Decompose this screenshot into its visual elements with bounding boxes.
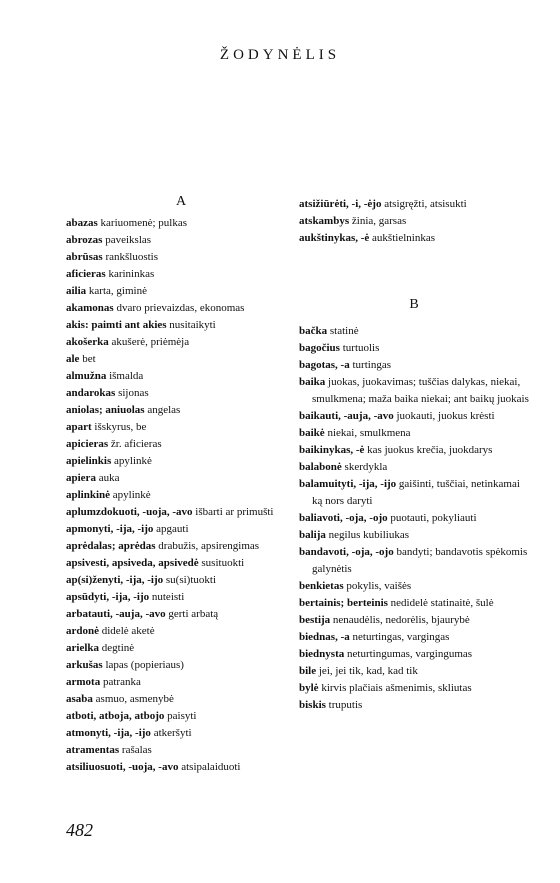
dictionary-entry xyxy=(66,249,296,266)
entry-headword: atsižiūrėti, -i, -ėjo xyxy=(299,198,382,210)
entry-headword: bestija xyxy=(299,614,331,626)
entry-headword: apicieras xyxy=(66,438,109,450)
entry-definition: nusitaikyti xyxy=(166,319,216,331)
entry-definition: juokauti, juokus krėsti xyxy=(393,410,495,422)
entry-definition: neturtingumas, vargingumas xyxy=(344,648,473,660)
entry-definition: išskyrus, be xyxy=(91,421,147,433)
entry-definition: gaišinti, tuščiai, netinkamai ką nors daryti xyxy=(312,478,520,507)
dictionary-entry xyxy=(299,459,529,476)
entry-definition: statinė xyxy=(327,325,359,337)
left-entry-list xyxy=(66,215,296,776)
entry-definition: su(si)tuokti xyxy=(163,574,217,586)
entry-definition: puotauti, pokyliauti xyxy=(387,512,477,524)
entry-definition: atsigręžti, atsisukti xyxy=(381,198,467,210)
entry-definition: apgauti xyxy=(153,523,189,535)
entry-headword: arielka xyxy=(66,642,99,654)
entry-headword: apielinkis xyxy=(66,455,112,467)
entry-headword: balabonė xyxy=(299,461,342,473)
dictionary-entry xyxy=(66,283,296,300)
dictionary-entry xyxy=(66,708,296,725)
dictionary-entry xyxy=(66,572,296,589)
dictionary-entry xyxy=(299,578,529,595)
entry-headword: akis: paimti ant akies xyxy=(66,319,167,331)
entry-definition: bandyti; bandavotis spėkomis galynėtis xyxy=(312,546,528,575)
entry-headword: bile xyxy=(299,665,317,677)
entry-definition: patranka xyxy=(100,676,141,688)
entry-definition: išmalda xyxy=(106,370,144,382)
entry-headword: biskis xyxy=(299,699,326,711)
entry-definition: žinia, garsas xyxy=(349,215,407,227)
entry-headword: bačka xyxy=(299,325,328,337)
entry-headword: atramentas xyxy=(66,744,120,756)
entry-headword: ap(si)ženyti, -ija, -ijo xyxy=(66,574,164,586)
entry-definition: skerdykla xyxy=(341,461,388,473)
entry-definition: paveikslas xyxy=(102,234,152,246)
entry-headword: balamuityti, -ija, -ijo xyxy=(299,478,397,490)
section-letter-b: B xyxy=(409,297,419,312)
dictionary-entry xyxy=(66,504,296,521)
page-title: ŽODYNĖLIS xyxy=(219,47,341,63)
entry-definition: karininkas xyxy=(105,268,155,280)
entry-definition: aukštielninkas xyxy=(369,232,435,244)
entry-headword: atmonyti, -ija, -ijo xyxy=(66,727,151,739)
left-column xyxy=(66,188,296,776)
entry-definition: asmuo, asmenybė xyxy=(92,693,174,705)
right-entry-list xyxy=(299,323,529,714)
dictionary-entry xyxy=(299,442,529,459)
dictionary-entry xyxy=(299,196,529,213)
entry-headword: aukštinykas, -ė xyxy=(299,232,370,244)
dictionary-entry xyxy=(66,266,296,283)
dictionary-entry xyxy=(66,300,296,317)
entry-definition: pokylis, vaišės xyxy=(343,580,412,592)
dictionary-entry xyxy=(299,697,529,714)
entry-headword: atskambys xyxy=(299,215,350,227)
entry-definition: paisyti xyxy=(164,710,197,722)
entry-definition: gerti arbatą xyxy=(165,608,219,620)
entry-definition: negilus kubiliukas xyxy=(325,529,410,541)
dictionary-entry xyxy=(66,232,296,249)
dictionary-entry xyxy=(299,612,529,629)
entry-headword: biednysta xyxy=(299,648,345,660)
entry-headword: akošerka xyxy=(66,336,109,348)
dictionary-entry xyxy=(66,317,296,334)
dictionary-entry xyxy=(299,357,529,374)
section-letter-a: A xyxy=(175,194,187,209)
dictionary-entry xyxy=(299,408,529,425)
dictionary-entry xyxy=(66,606,296,623)
entry-headword: balija xyxy=(299,529,326,541)
entry-definition: turtuolis xyxy=(339,342,380,354)
entry-definition: didelė aketė xyxy=(99,625,155,637)
entry-definition: rašalas xyxy=(119,744,152,756)
entry-headword: bagotas, -a xyxy=(299,359,350,371)
entry-definition: atsipalaiduoti xyxy=(178,761,241,773)
entry-headword: ale xyxy=(66,353,80,365)
entry-definition: nedidelė statinaitė, šulė xyxy=(387,597,494,609)
dictionary-entry xyxy=(299,323,529,340)
dictionary-entry xyxy=(66,351,296,368)
entry-headword: arkušas xyxy=(66,659,103,671)
dictionary-entry xyxy=(66,742,296,759)
dictionary-entry xyxy=(299,680,529,697)
entry-headword: almužna xyxy=(66,370,107,382)
dictionary-entry xyxy=(299,595,529,612)
entry-definition: drabužis, apsirengimas xyxy=(155,540,260,552)
dictionary-entry xyxy=(299,646,529,663)
entry-headword: benkietas xyxy=(299,580,344,592)
entry-headword: aficieras xyxy=(66,268,106,280)
dictionary-entry xyxy=(66,555,296,572)
dictionary-entry xyxy=(299,527,529,544)
dictionary-entry xyxy=(299,544,529,578)
dictionary-entry xyxy=(66,623,296,640)
dictionary-entry xyxy=(66,385,296,402)
dictionary-entry xyxy=(66,487,296,504)
dictionary-entry xyxy=(66,215,296,232)
entry-definition: turtingas xyxy=(349,359,391,371)
entry-definition: susituokti xyxy=(198,557,245,569)
page-number: 482 xyxy=(66,820,93,840)
entry-definition: apylinkė xyxy=(110,489,151,501)
entry-definition: angelas xyxy=(144,404,181,416)
entry-headword: akamonas xyxy=(66,302,114,314)
dictionary-entry xyxy=(66,368,296,385)
entry-headword: abazas xyxy=(66,217,98,229)
dictionary-entry xyxy=(66,759,296,776)
entry-definition: apylinkė xyxy=(111,455,152,467)
dictionary-entry xyxy=(299,340,529,357)
entry-headword: aplinkinė xyxy=(66,489,111,501)
entry-definition: nenaudėlis, nedorėlis, bjaurybė xyxy=(330,614,470,626)
dictionary-entry xyxy=(299,476,529,510)
entry-definition: lapas (popieriaus) xyxy=(102,659,184,671)
entry-headword: baikė xyxy=(299,427,325,439)
entry-headword: abrozas xyxy=(66,234,103,246)
entry-headword: bandavoti, -oja, -ojo xyxy=(299,546,394,558)
entry-definition: kariuomenė; pulkas xyxy=(97,217,187,229)
entry-headword: asaba xyxy=(66,693,93,705)
dictionary-entry xyxy=(66,436,296,453)
dictionary-entry xyxy=(299,213,529,230)
entry-definition: bet xyxy=(79,353,96,365)
entry-definition: nuteisti xyxy=(149,591,185,603)
entry-definition: degtinė xyxy=(99,642,135,654)
entry-headword: abrūsas xyxy=(66,251,103,263)
entry-definition: rankšluostis xyxy=(102,251,158,263)
dictionary-entry xyxy=(66,521,296,538)
entry-definition: niekai, smulkmena xyxy=(324,427,411,439)
entry-definition: auka xyxy=(95,472,120,484)
entry-headword: aplumzdokuoti, -uoja, -avo xyxy=(66,506,193,518)
dictionary-entry xyxy=(66,589,296,606)
dictionary-entry xyxy=(66,725,296,742)
entry-headword: apsivesti, apsiveda, apsivedė xyxy=(66,557,199,569)
dictionary-entry xyxy=(66,470,296,487)
entry-headword: apmonyti, -ija, -ijo xyxy=(66,523,154,535)
entry-headword: bylė xyxy=(299,682,319,694)
entry-headword: aprėdalas; aprėdas xyxy=(66,540,156,552)
dictionary-entry xyxy=(299,629,529,646)
entry-definition: neturtingas, vargingas xyxy=(349,631,450,643)
entry-definition: kas juokus krečia, juokdarys xyxy=(364,444,493,456)
entry-headword: apiera xyxy=(66,472,96,484)
dictionary-entry xyxy=(299,663,529,680)
entry-headword: baikauti, -auja, -avo xyxy=(299,410,394,422)
entry-definition: juokas, juokavimas; tuščias dalykas, niekai, smulkmena; maža baika niekai; ant baikų juokais xyxy=(312,376,529,405)
entry-definition: dvaro prievaizdas, ekonomas xyxy=(113,302,245,314)
entry-headword: atboti, atboja, atbojo xyxy=(66,710,165,722)
dictionary-entry xyxy=(66,640,296,657)
entry-definition: truputis xyxy=(325,699,363,711)
entry-headword: biednas, -a xyxy=(299,631,350,643)
entry-headword: baliavoti, -oja, -ojo xyxy=(299,512,388,524)
dictionary-entry xyxy=(66,419,296,436)
entry-definition: akušerė, priėmėja xyxy=(108,336,190,348)
dictionary-entry xyxy=(66,538,296,555)
dictionary-entry xyxy=(66,453,296,470)
right-column xyxy=(299,196,529,714)
dictionary-entry xyxy=(66,334,296,351)
entry-headword: apsūdyti, -ija, -ijo xyxy=(66,591,150,603)
entry-definition: karta, giminė xyxy=(86,285,147,297)
entry-headword: apart xyxy=(66,421,92,433)
entry-headword: baika xyxy=(299,376,326,388)
entry-headword: bagočius xyxy=(299,342,340,354)
entry-headword: atsiliuosuoti, -uoja, -avo xyxy=(66,761,179,773)
dictionary-entry xyxy=(66,657,296,674)
dictionary-entry xyxy=(66,691,296,708)
entry-headword: ardonė xyxy=(66,625,99,637)
dictionary-entry xyxy=(299,374,529,408)
dictionary-entry xyxy=(299,510,529,527)
entry-headword: arbatauti, -auja, -avo xyxy=(66,608,166,620)
entry-definition: išbarti ar primušti xyxy=(192,506,274,518)
entry-headword: armota xyxy=(66,676,101,688)
dictionary-entry xyxy=(299,425,529,442)
entry-definition: jei, jei tik, kad, kad tik xyxy=(316,665,418,677)
dictionary-entry xyxy=(299,230,529,247)
entry-headword: aniolas; aniuolas xyxy=(66,404,145,416)
entry-headword: bertainis; berteinis xyxy=(299,597,388,609)
right-continued-entries xyxy=(299,196,529,247)
entry-headword: baikinykas, -ė xyxy=(299,444,365,456)
dictionary-entry xyxy=(66,674,296,691)
entry-headword: ailia xyxy=(66,285,87,297)
entry-definition: kirvis plačiais ašmenimis, skliutas xyxy=(318,682,472,694)
entry-headword: andarokas xyxy=(66,387,116,399)
entry-definition: atkeršyti xyxy=(150,727,192,739)
entry-definition: sijonas xyxy=(115,387,149,399)
dictionary-entry xyxy=(66,402,296,419)
entry-definition: žr. aficieras xyxy=(108,438,162,450)
